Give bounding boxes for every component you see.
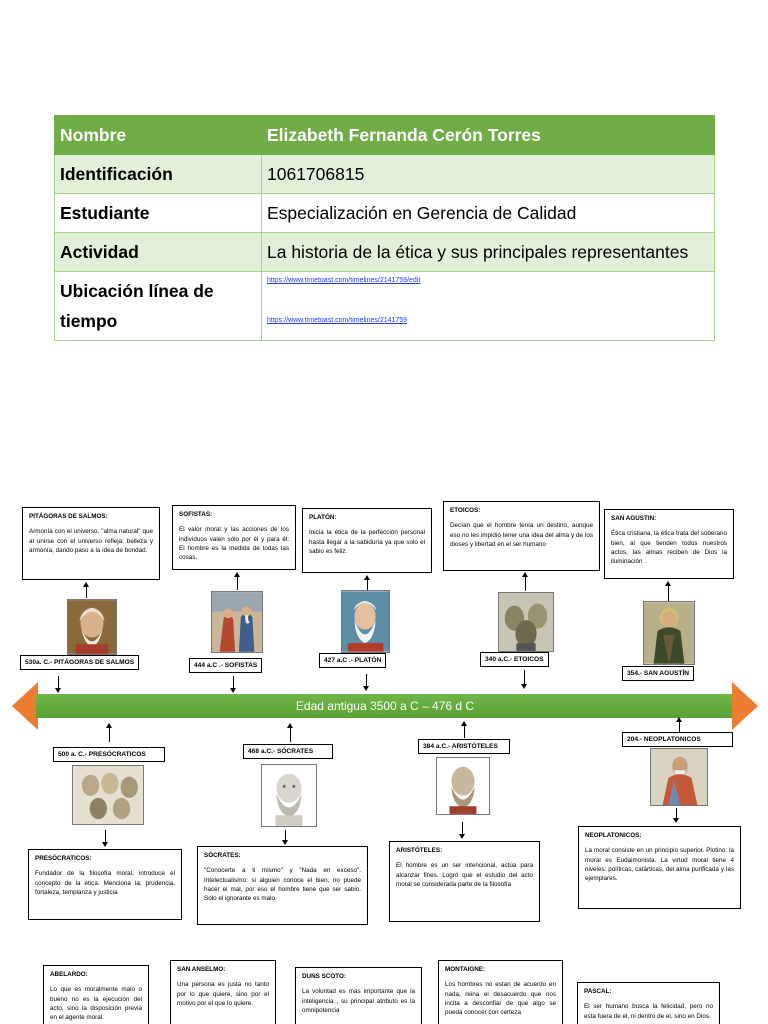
- info-key: Estudiante: [55, 194, 262, 233]
- info-links: [262, 272, 715, 341]
- card-neoplatonicos: [578, 826, 741, 909]
- card-text: Lo que es moralmente malo o bueno no es la ejecución del acto, sino la disposición previa en el agente moral.: [50, 986, 142, 1022]
- card-montaigne: [438, 960, 563, 1024]
- card-text: Armonía con el universo, "alma natural" que al unirse con el universo refleja: belleza y armonía, dando paso a la idea de bondad.: [29, 528, 153, 554]
- info-row-activity: [55, 233, 715, 272]
- info-table: [54, 115, 715, 341]
- card-text: Fundador de la filosofía moral, introduce el concepto de la ética. Menciona la: prudencia, fortaleza, templanza y justicia: [35, 870, 175, 896]
- label-socrates: 468 a.C.- SÓCRATES: [243, 744, 333, 759]
- card-platon: [302, 508, 432, 573]
- stoics-busts-icon: [498, 592, 554, 652]
- info-value: Elizabeth Fernanda Cerón Torres: [262, 116, 715, 155]
- info-key: Identificación: [55, 155, 262, 194]
- card-title: PASCAL:: [584, 988, 612, 995]
- card-text: El valor moral y las acciones de los individuos valen sólo por él y para él: El hombre es la medida de todas las cosas.: [179, 526, 289, 562]
- card-title: PLATÓN:: [309, 514, 337, 521]
- info-row-id: [55, 155, 715, 194]
- card-pascal: [577, 982, 720, 1024]
- card-abelardo: [43, 965, 149, 1024]
- card-text: El hombre es un ser intencional, actúa para alcanzar fines. Logró que el estudio del acto moral se considerada parte de la filosofía: [396, 862, 533, 888]
- card-title: ETOICOS:: [450, 507, 481, 514]
- card-text: "Conocerte a ti mismo" y "Nada en exceso". Intelectualismo: si alguien conoce el bien, no puede hacer el mal, por eso el hombre tiene que ser sabio. Solo el ignorante es malo: [204, 867, 361, 903]
- card-title: ARISTÓTELES:: [396, 847, 443, 854]
- info-key: Nombre: [55, 116, 262, 155]
- card-title: DUNS SCOTO:: [302, 973, 346, 980]
- card-duns-scoto: [295, 967, 422, 1024]
- label-neoplatonicos: 204.- NEOPLATONICOS: [622, 732, 733, 747]
- card-text: El ser humano busca la felicidad, pero no esta fuera de el, ni dentro de el, sino en Dios.: [584, 1003, 713, 1020]
- card-title: PRESÓCRATICOS:: [35, 855, 92, 862]
- label-pythagoras: 530a. C.- PITÁGORAS DE SALMOS: [20, 655, 139, 670]
- socrates-bust-icon: [261, 764, 317, 827]
- info-value: 1061706815: [262, 155, 715, 194]
- card-etoicos: [443, 501, 600, 571]
- info-key: Ubicación línea de tiempo: [55, 272, 262, 341]
- info-value: Especialización en Gerencia de Calidad: [262, 194, 715, 233]
- timeline-bar: Edad antigua 3500 a C – 476 d C: [36, 694, 734, 718]
- info-row-student: [55, 194, 715, 233]
- card-text: Una persona es justa no tanto por lo que quiere, sino por el motivo por el que lo quiere.: [177, 981, 269, 1007]
- info-row-timeline-location: [55, 272, 715, 341]
- label-aristoteles: 384 a.C.- ARISTÓTELES: [418, 739, 510, 754]
- card-title: SAN ANSELMO:: [177, 966, 226, 973]
- saint-augustine-portrait-icon: [643, 601, 695, 665]
- label-presocraticos: 500 a. C.- PRESÓCRATICOS: [53, 747, 165, 762]
- card-text: Ética cristiana, la ética trata del soberano bien, al que tienden todos nuestros actos, las almas reciben de Dios la iluminación .: [611, 530, 727, 566]
- label-etoicos: 340 a.C.- ETOICOS: [480, 652, 549, 667]
- card-text: La moral consiste en un principio superior. Plotino: la moral es Eudaimonista. La virtud moral tiene 4 niveles: políticas, catárticas, del alma purificada y las ejemplares.: [585, 847, 734, 883]
- card-pythagoras: [22, 507, 160, 580]
- card-san-agustin: [604, 509, 734, 579]
- label-san-agustin: 354.- SAN AGUSTÍN: [622, 666, 694, 681]
- card-title: SOFISTAS:: [179, 511, 213, 518]
- card-aristoteles: [389, 841, 540, 922]
- timeline-edit-link[interactable]: https://www.timetoast.com/timelines/2141759/edit: [267, 277, 421, 284]
- aristotle-bust-icon: [436, 757, 490, 815]
- card-socrates: [197, 846, 368, 925]
- card-text: Los hombres no estan de acuerdo en nada, reina el desacuerdo que nos incita a desconfiar de que algo se pueda conocer con certeza: [445, 981, 556, 1017]
- label-platon: 427 a.C .- PLATÓN: [319, 653, 386, 668]
- label-sofistas: 444 a.C .- SOFISTAS: [189, 658, 262, 673]
- sophists-painting-icon: [211, 591, 263, 653]
- card-text: Inicia la ética de la perfección personal hasta llegar a la sabiduría ya que solo el sabio es feliz.: [309, 529, 425, 555]
- card-title: NEOPLATONICOS:: [585, 832, 642, 839]
- card-san-anselmo: [170, 960, 276, 1024]
- timeline-view-link[interactable]: https://www.timetoast.com/timelines/2141759: [267, 317, 408, 324]
- timeline-left-arrow-icon: [12, 682, 38, 730]
- card-title: SÓCRATES:: [204, 852, 241, 859]
- card-title: ABELARDO:: [50, 971, 88, 978]
- card-text: La voluntad es mas importante que la inteligencia , su principal atributo es la omnipotencia: [302, 988, 415, 1014]
- info-key: Actividad: [55, 233, 262, 272]
- info-value: La historia de la ética y sus principales representantes: [262, 233, 715, 272]
- timeline-right-arrow-icon: [732, 682, 758, 730]
- card-text: Decían que el hombre tenía un destino, aunque eso no les impidió tener una idea del alma y de los dioses y libertad en el ser humano: [450, 522, 593, 548]
- pythagoras-portrait-icon: [67, 599, 117, 655]
- info-row-name: [55, 116, 715, 155]
- plato-portrait-icon: [341, 590, 390, 653]
- card-title: SAN AGUSTIN:: [611, 515, 657, 522]
- card-presocraticos: [28, 849, 182, 920]
- card-sofistas: [172, 505, 296, 570]
- neoplatonist-painting-icon: [650, 748, 708, 806]
- presocratics-busts-icon: [72, 765, 144, 825]
- card-title: PITÁGORAS DE SALMOS:: [29, 513, 108, 520]
- card-title: MONTAIGNE:: [445, 966, 486, 973]
